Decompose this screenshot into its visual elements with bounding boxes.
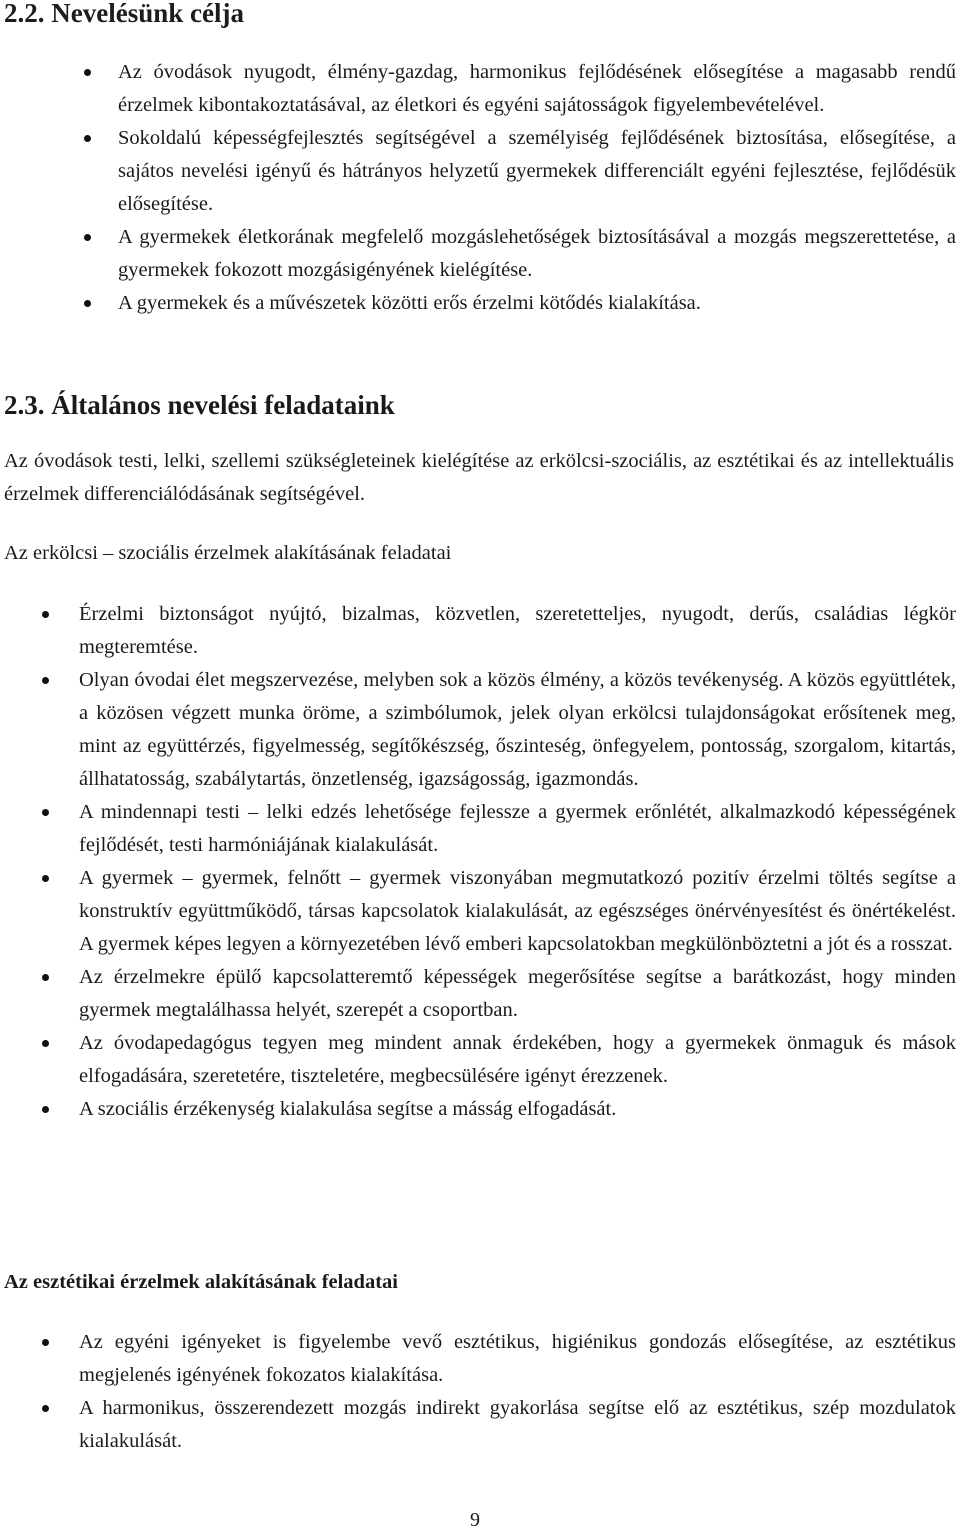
- list-item: A gyermekek és a művészetek közötti erős érzelmi kötődés kialakítása.: [118, 287, 956, 320]
- bullet-icon: [42, 974, 49, 981]
- goals-list: [118, 56, 956, 320]
- bullet-icon: [42, 875, 49, 882]
- intro-paragraph: Az óvodások testi, lelki, szellemi szükségleteinek kielégítése az erkölcsi-szociális, az esztétikai és az intellektuális érzelmek differenciálódásának segítségével.: [4, 450, 954, 505]
- bullet-icon: [84, 135, 91, 142]
- bullet-icon: [42, 1405, 49, 1412]
- list-item: Olyan óvodai élet megszervezése, melyben sok a közös élmény, a közös tevékenység. A közös együttlétek, a közösen végzett munka öröme, a szimbólumok, jelek olyan erkölcsi tulajdonságokat erősítenek meg, mint az együttérzés, figyelmesség, segítőkészség, őszinteség, önfegyelem, pontosság, szorgalom, kitartás, állhatatosság, szabálytartás, önzetlenség, igazságosság, igazmondás.: [79, 664, 956, 796]
- bullet-icon: [84, 300, 91, 307]
- section-heading-nevelesunk-celja: 2.2. Nevelésünk célja: [4, 0, 244, 28]
- list-item: Az érzelmekre épülő kapcsolatteremtő képességek megerősítése segítse a barátkozást, hogy minden gyermek megtalálhassa helyét, szerepét a csoportban.: [79, 961, 956, 1027]
- bullet-icon: [42, 1040, 49, 1047]
- list-item: Az egyéni igényeket is figyelembe vevő esztétikus, higiénikus gondozás elősegítése, az esztétikus megjelenés igényének fokozatos kialakítása.: [79, 1326, 956, 1392]
- list-item: A harmonikus, összerendezett mozgás indirekt gyakorlása segítse elő az esztétikus, szép mozdulatok kialakulását.: [79, 1392, 956, 1458]
- bullet-icon: [84, 69, 91, 76]
- bullet-icon: [42, 1339, 49, 1346]
- page-number: 9: [470, 1509, 480, 1531]
- bullet-icon: [42, 1106, 49, 1113]
- moral-tasks-list: [79, 598, 956, 1126]
- moral-subheading: Az erkölcsi – szociális érzelmek alakításának feladatai: [4, 542, 452, 564]
- aesthetic-subheading: Az esztétikai érzelmek alakításának feladatai: [4, 1271, 398, 1293]
- list-item: Az óvodapedagógus tegyen meg mindent annak érdekében, hogy a gyermekek önmaguk és mások elfogadására, szeretetére, tiszteletére, megbecsülésére igényt érezzenek.: [79, 1027, 956, 1093]
- bullet-icon: [84, 234, 91, 241]
- aesthetic-tasks-list: [79, 1326, 956, 1458]
- list-item: A mindennapi testi – lelki edzés lehetősége fejlessze a gyermek erőnlétét, alkalmazkodó képességének fejlődését, testi harmóniájának kialakulását.: [79, 796, 956, 862]
- list-item: Sokoldalú képességfejlesztés segítségével a személyiség fejlődésének biztosítása, elősegítése, a sajátos nevelési igényű és hátrányos helyzetű gyermekek differenciált egyéni fejlesztése, fejlődésük elősegítése.: [118, 122, 956, 221]
- bullet-icon: [42, 611, 49, 618]
- list-item: Az óvodások nyugodt, élmény-gazdag, harmonikus fejlődésének elősegítése a magasabb rendű érzelmek kibontakoztatásával, az életkori és egyéni sajátosságok figyelembevételével.: [118, 56, 956, 122]
- list-item: A gyermek – gyermek, felnőtt – gyermek viszonyában megmutatkozó pozitív érzelmi töltés segítse a konstruktív együttműködő, társas kapcsolatok kialakulását, az egészséges önérvényesítést és önértékelést. A gyermek képes legyen a környezetében lévő emberi kapcsolatokban megkülönböztetni a jót és a rosszat.: [79, 862, 956, 961]
- bullet-icon: [42, 809, 49, 816]
- section-heading-altalanos-feladatok: 2.3. Általános nevelési feladataink: [4, 390, 395, 420]
- list-item: Érzelmi biztonságot nyújtó, bizalmas, közvetlen, szeretetteljes, nyugodt, derűs, családias légkör megteremtése.: [79, 598, 956, 664]
- bullet-icon: [42, 677, 49, 684]
- list-item: A gyermekek életkorának megfelelő mozgáslehetőségek biztosításával a mozgás megszerettetése, a gyermekek fokozott mozgásigényének kielégítése.: [118, 221, 956, 287]
- list-item: A szociális érzékenység kialakulása segítse a másság elfogadását.: [79, 1093, 956, 1126]
